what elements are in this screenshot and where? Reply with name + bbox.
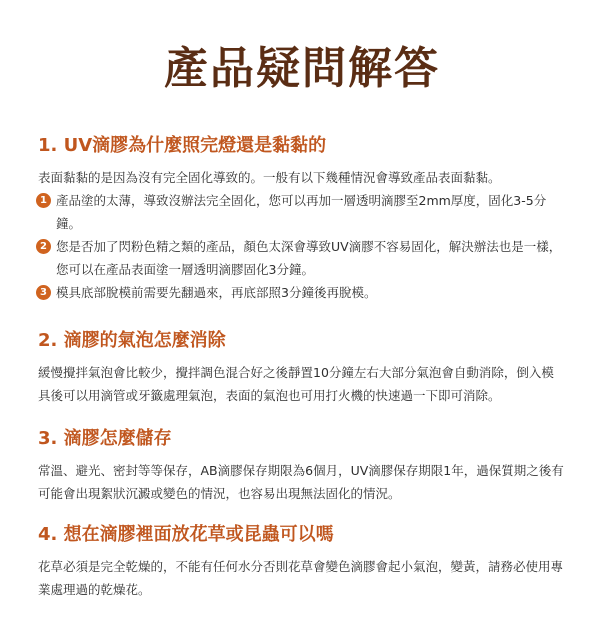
section-body: 緩慢攪拌氣泡會比較少，攪拌調色混合好之後靜置10分鐘左右大部分氣泡會自動消除，倒入模具後可以用滴管或牙籤處理氣泡，表面的氣泡也可用打火機的快速過一下即可消除。: [38, 365, 554, 403]
number-badge-3: 3: [36, 285, 51, 300]
section-intro: 表面黏黏的是因為沒有完全固化導致的。一般有以下幾種情況會導致產品表面黏黏。: [38, 170, 501, 185]
list-item: [38, 281, 566, 304]
faq-section-2: [38, 329, 566, 407]
number-badge-2: 2: [36, 239, 51, 254]
list-item: [38, 235, 566, 281]
list-item-text: 模具底部脫模前需要先翻過來，再底部照3分鐘後再脫模。: [56, 285, 377, 300]
faq-section-1: [38, 134, 566, 304]
section-heading: 3. 滴膠怎麼儲存: [38, 428, 172, 449]
faq-section-4: [38, 523, 566, 601]
section-body: 常溫、避光、密封等等保存，AB滴膠保存期限為6個月，UV滴膠保存期限1年，過保質期之後有可能會出現絮狀沉澱或變色的情況，也容易出現無法固化的情況。: [38, 463, 564, 501]
faq-section-3: [38, 427, 566, 505]
number-badge-1: 1: [36, 193, 51, 208]
section-heading: 2. 滴膠的氣泡怎麼消除: [38, 330, 226, 351]
list-item: [38, 189, 566, 235]
page-title: 產品疑問解答: [164, 43, 440, 94]
section-heading: 4. 想在滴膠裡面放花草或昆蟲可以嗎: [38, 524, 334, 545]
section-heading: 1. UV滴膠為什麼照完燈還是黏黏的: [38, 135, 327, 156]
section-body: 花草必須是完全乾燥的，不能有任何水分否則花草會變色滴膠會起小氣泡，變黃，請務必使用專業處理過的乾燥花。: [38, 559, 564, 597]
list-item-text: 您是否加了閃粉色精之類的產品，顏色太深會導致UV滴膠不容易固化，解決辦法也是一樣，您可以在產品表面塗一層透明滴膠固化3分鐘。: [56, 239, 562, 277]
list-item-text: 產品塗的太薄，導致沒辦法完全固化，您可以再加一層透明滴膠至2mm厚度，固化3-5分鐘。: [56, 193, 547, 231]
